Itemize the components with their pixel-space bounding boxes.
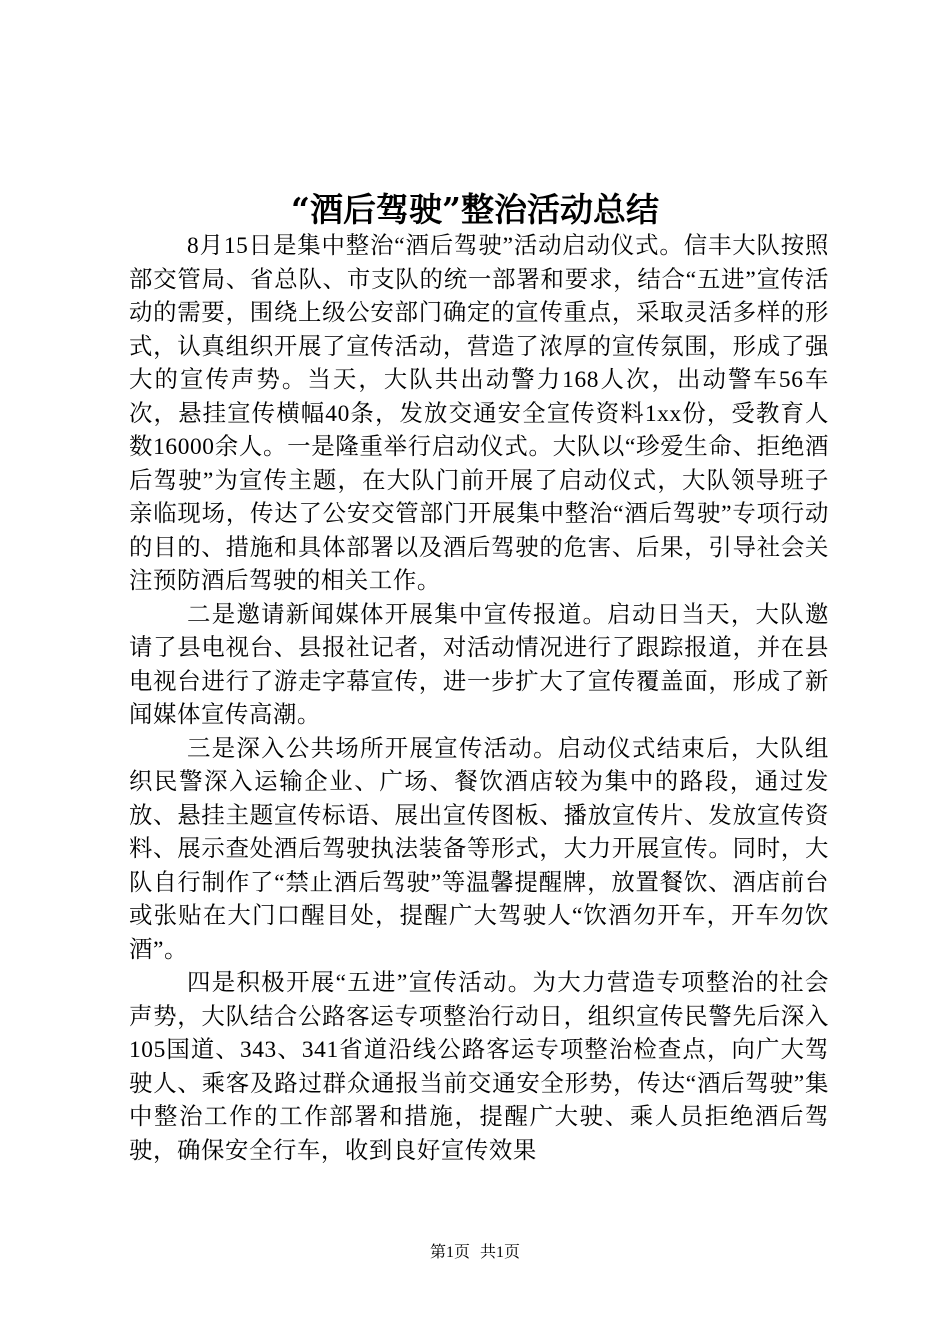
page-total: 共1页 (480, 1244, 521, 1261)
paragraph-4: 四是积极开展“五进”宣传活动。为大力营造专项整治的社会声势，大队结合公路客运专项整治行动日，组织宣传民警先后深入105国道、343、341省道沿线公路客运专项整治检查点，向广大驾驶人、乘客及路过群众通报当前交通安全形势，传达“酒后驾驶”集中整治工作的工作部署和措施，提醒广大驶、乘人员拒绝酒后驾驶，确保安全行车，收到良好宣传效果 (129, 970, 829, 1164)
document-body (129, 230, 829, 1168)
document-title: “酒后驾驶”整治活动总结 (291, 190, 659, 229)
page-number: 第1页 (429, 1244, 470, 1261)
page-footer (0, 1242, 950, 1264)
paragraph-1: 8月15日是集中整治“酒后驾驶”活动启动仪式。信丰大队按照部交管局、省总队、市支队的统一部署和要求，结合“五进”宣传活动的需要，围绕上级公安部门确定的宣传重点，采取灵活多样的形式，认真组织开展了宣传活动，营造了浓厚的宣传氛围，形成了强大的宣传声势。当天，大队共出动警力168人次，出动警车56车次，悬挂宣传横幅40条，发放交通安全宣传资料1xx份，受教育人数16000余人。一是隆重举行启动仪式。大队以“珍爱生命、拒绝酒后驾驶”为宣传主题，在大队门前开展了启动仪式，大队领导班子亲临现场，传达了公安交管部门开展集中整治“酒后驾驶”专项行动的目的、措施和具体部署以及酒后驾驶的危害、后果，引导社会关注预防酒后驾驶的相关工作。 (129, 233, 829, 594)
paragraph-3: 三是深入公共场所开展宣传活动。启动仪式结束后，大队组织民警深入运输企业、广场、餐饮酒店较为集中的路段，通过发放、悬挂主题宣传标语、展出宣传图板、播放宣传片、发放宣传资料、展示查处酒后驾驶执法装备等形式，大力开展宣传。同时，大队自行制作了“禁止酒后驾驶”等温馨提醒牌，放置餐饮、酒店前台或张贴在大门口醒目处，提醒广大驾驶人“饮酒勿开车，开车勿饮酒”。 (129, 735, 829, 963)
paragraph-2: 二是邀请新闻媒体开展集中宣传报道。启动日当天，大队邀请了县电视台、县报社记者，对活动情况进行了跟踪报道，并在县电视台进行了游走字幕宣传，进一步扩大了宣传覆盖面，形成了新闻媒体宣传高潮。 (129, 601, 829, 728)
